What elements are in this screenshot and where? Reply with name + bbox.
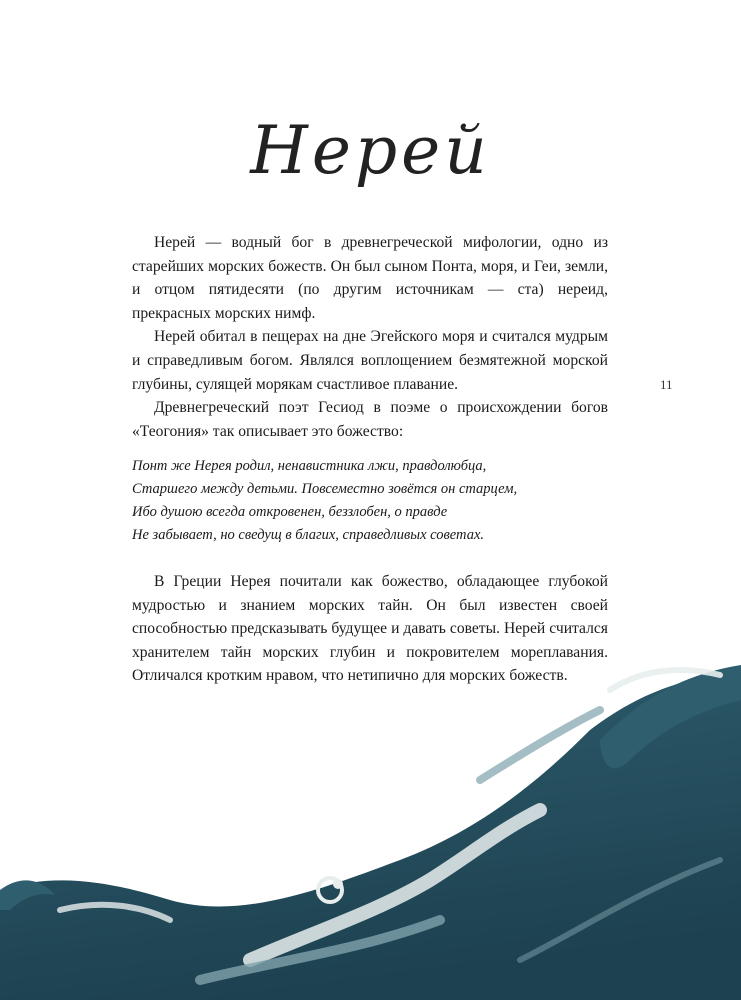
paragraph: В Греции Нерея почитали как божество, обладающее глубокой мудростью и знанием морских тайн. Он был известен своей способностью предсказывать будущее и давать советы. Нерей считался хранителем тайн морских глубин и покровителем мореплавания. Отличался кротким нравом, что нетипично для морских божеств.	[132, 573, 608, 685]
paragraph: Нерей — водный бог в древнегреческой мифологии, одно из старейших морских божеств. Он был сыном Понта, моря, и Геи, земли, и отцом пятидесяти (по другим источникам — ста) нереид, прекрасных морских нимф.	[132, 234, 608, 322]
foam-curl	[333, 879, 343, 889]
verse-line: Не забывает, но сведущ в благих, справедливых советах.	[132, 527, 485, 543]
page-number: 11	[660, 377, 673, 392]
verse-line: Ибо душою всегда откровенен, беззлобен, о правде	[132, 504, 448, 520]
paragraph: Нерей обитал в пещерах на дне Эгейского моря и считался мудрым и справедливым богом. Являлся воплощением безмятежной морской глубины, сулящей морякам счастливое плавание.	[132, 328, 608, 393]
verse-quote	[132, 455, 608, 547]
verse-line: Старшего между детьми. Повсеместно зовётся он старцем,	[132, 481, 518, 497]
page-title: Нерей	[250, 112, 491, 189]
sea-wave-illustration	[0, 660, 741, 1000]
verse-line: Понт же Нерея родил, ненавистника лжи, правдолюбца,	[132, 458, 487, 474]
intro-text	[132, 231, 608, 443]
paragraph: Древнегреческий поэт Гесиод в поэме о происхождении богов «Теогония» так описывает это божество:	[132, 399, 608, 440]
